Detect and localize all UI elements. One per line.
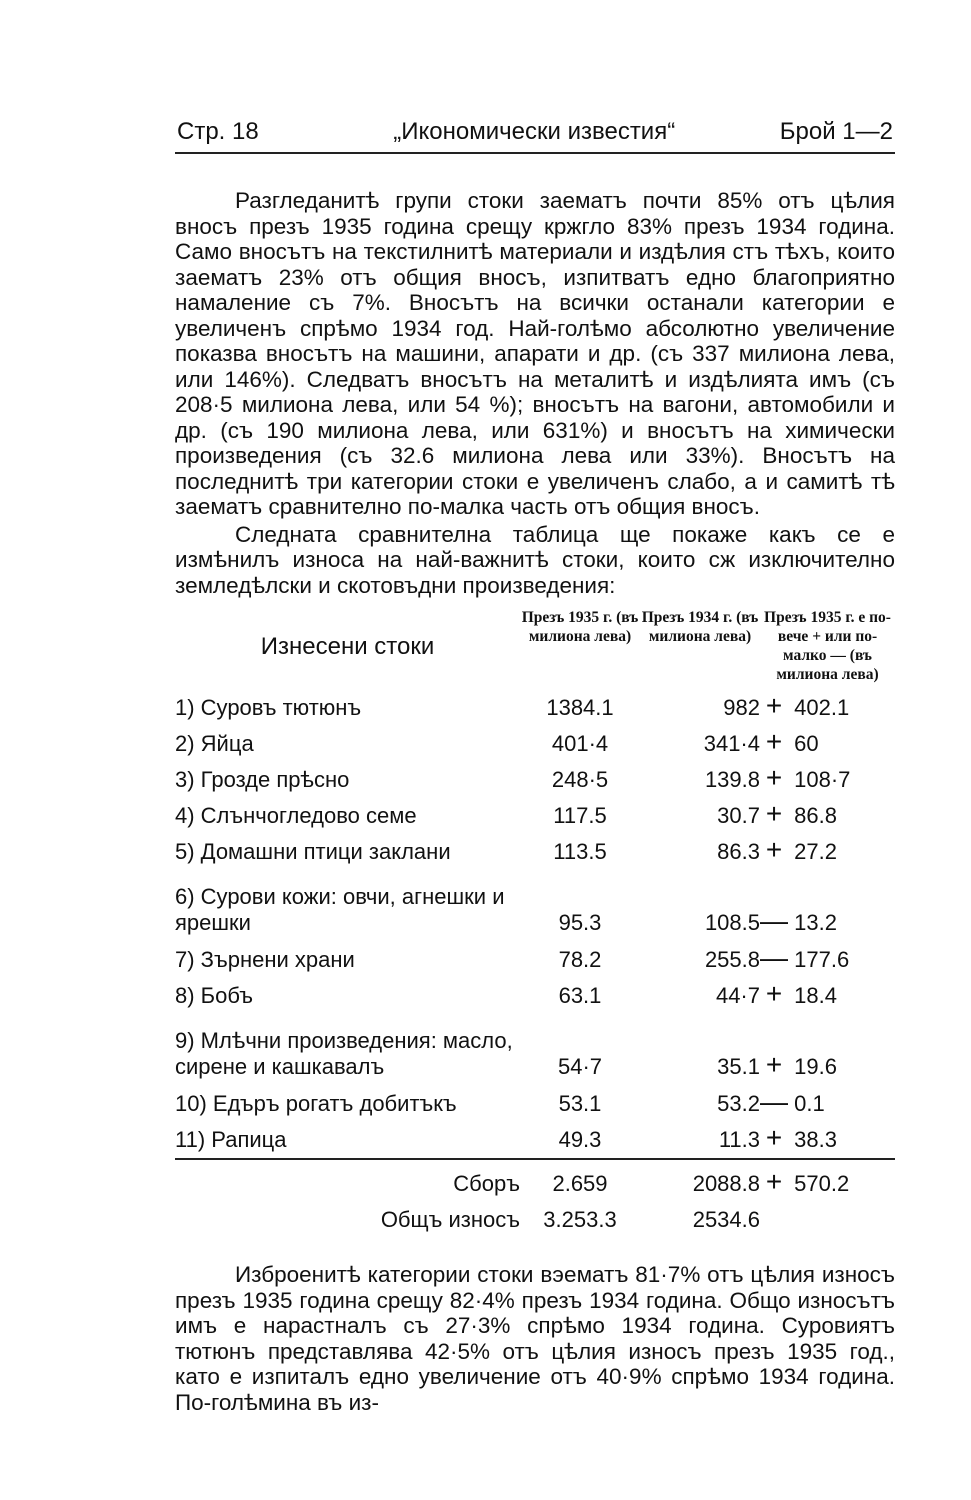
row-sign: — — [760, 942, 788, 973]
row-difference — [760, 726, 895, 762]
row-difference — [760, 870, 895, 942]
sum-1935: 2.659 — [552, 1171, 608, 1196]
row-value-1935: 78.2 — [558, 947, 602, 972]
publication-title: „Икономически известия“ — [393, 118, 676, 145]
header-1935: Презъ 1935 г. (въ милиона лева) — [521, 609, 639, 645]
row-goods-name: 8) Бобъ — [175, 983, 253, 1008]
header-goods: Изнесени стоки — [260, 632, 435, 660]
row-difference — [760, 1122, 895, 1159]
sum-1934: 2088.8 — [692, 1171, 760, 1196]
row-difference — [760, 1014, 895, 1086]
sum-difference — [760, 1159, 895, 1202]
total-1934: 2534.6 — [692, 1207, 760, 1232]
row-goods-name: 5) Домашни птици заклани — [175, 839, 451, 864]
row-difference — [760, 834, 895, 870]
row-value-1934: 139.8 — [704, 767, 760, 792]
sum-sign: + — [765, 1166, 783, 1197]
row-sign: — — [760, 905, 788, 936]
row-diff-value: 27.2 — [794, 839, 837, 864]
row-value-1934: 53.2 — [717, 1091, 760, 1116]
row-diff-value: 19.6 — [794, 1054, 837, 1079]
row-difference — [760, 762, 895, 798]
row-difference — [760, 690, 895, 726]
row-diff-value: 0.1 — [794, 1091, 825, 1116]
row-value-1935: 54·7 — [557, 1054, 603, 1079]
row-goods-name: 6) Сурови кожи: овчи, агнешки и ярешки — [175, 884, 505, 935]
table-row — [175, 942, 895, 978]
row-value-1935: 401·4 — [551, 731, 609, 756]
row-goods-name: 1) Суровъ тютюнъ — [175, 695, 362, 720]
row-value-1935: 248·5 — [551, 767, 609, 792]
row-value-1935: 1384.1 — [546, 695, 614, 720]
paragraph-imports: Разгледанитѣ групи стоки заематъ почти 85% отъ цѣлия вносъ презъ 1935 година срещу кржгло 83% презъ 1934 година. Само вносътъ на текстилнитѣ материали и издѣлия стъ тѣхъ, които заематъ 23% отъ общия вносъ, изпитватъ едно благоприятно намаление съ 7%. Вносътъ на всички останали категории е увеличенъ спрѣмо 1934 год. Най-голѣмо абсолютно увеличение показва вносътъ на машини, апарати и др. (съ 337 милиона лева, или 146%). Следватъ вносътъ на металитѣ и издѣлията имъ (съ 208·5 милиона лева, или 54 %); вносътъ на вагони, автомобили и др. (съ 190 милиона лева, или 631%) и вносътъ на химически произведения (съ 32.6 милиона лева или 33%). Вносътъ на последнитѣ три категории стоки е увеличенъ слабо, а и самитѣ тѣ заематъ сравнително по-малка часть отъ общия вносъ. — [175, 188, 895, 519]
row-diff-value: 38.3 — [794, 1127, 837, 1152]
row-goods-name: 9) Млѣчни произведения: масло, сирене и кашкавалъ — [175, 1028, 513, 1079]
exports-table — [175, 608, 895, 1238]
row-sign: + — [765, 834, 783, 865]
table-row — [175, 1122, 895, 1159]
table-row — [175, 1086, 895, 1122]
page — [175, 118, 895, 1415]
header-1934: Презъ 1934 г. (въ милиона лева) — [641, 609, 759, 645]
row-sign: + — [765, 1049, 783, 1080]
table-row — [175, 870, 895, 942]
row-value-1935: 53.1 — [558, 1091, 602, 1116]
row-sign: + — [765, 1122, 783, 1153]
page-header — [175, 118, 895, 154]
table-row — [175, 1014, 895, 1086]
table-row — [175, 834, 895, 870]
table-row — [175, 798, 895, 834]
row-sign: — — [760, 1086, 788, 1117]
table-row — [175, 726, 895, 762]
row-difference — [760, 798, 895, 834]
row-goods-name: 11) Рапица — [175, 1122, 520, 1159]
row-diff-value: 177.6 — [794, 947, 850, 972]
row-diff-value: 86.8 — [794, 803, 837, 828]
row-diff-value: 108·7 — [794, 767, 851, 792]
row-difference — [760, 942, 895, 978]
row-value-1934: 86.3 — [717, 839, 760, 864]
row-value-1934: 30.7 — [717, 803, 760, 828]
row-value-1934: 11.3 — [640, 1122, 760, 1159]
row-sign: + — [765, 798, 783, 829]
paragraph-table-intro: Следната сравнителна таблица ще покаже какъ се е измѣнилъ износа на най-важнитѣ стоки, които сж изключително земледѣлски и скотовъдни произведения: — [175, 521, 895, 598]
row-value-1935: 63.1 — [558, 983, 602, 1008]
row-goods-name: 3) Грозде прѣсно — [175, 767, 350, 792]
table-header-row — [175, 608, 895, 690]
row-diff-value: 60 — [794, 731, 819, 756]
row-value-1935: 49.3 — [520, 1122, 640, 1159]
row-sign: + — [765, 978, 783, 1009]
table-row — [175, 978, 895, 1014]
total-row — [175, 1202, 895, 1238]
row-diff-value: 18.4 — [794, 983, 837, 1008]
row-goods-name: 4) Слънчогледово семе — [175, 803, 417, 828]
row-goods-name: 7) Зърнени храни — [175, 947, 355, 972]
table-row — [175, 690, 895, 726]
row-difference — [760, 1086, 895, 1122]
row-value-1934: 982 — [723, 695, 760, 720]
row-value-1934: 341·4 — [703, 731, 760, 756]
row-value-1934: 108.5 — [704, 910, 760, 935]
paragraph-summary: Изброенитѣ категории стоки вэематъ 81·7% отъ цѣлия износъ презъ 1935 година срещу 82·4% презъ 1934 година. Общо износътъ имъ е нарастналъ съ 27·3% спрѣмо 1934 година. Суровиятъ тютюнъ представлява 42·5% отъ цѣлия износъ презъ 1935 год., като е изпиталъ едно увеличение отъ 40·9% спрѣмо 1934 година. По-голѣмина въ из- — [175, 1262, 895, 1415]
row-value-1935: 95.3 — [558, 910, 602, 935]
row-sign: + — [765, 690, 783, 721]
row-value-1935: 113.5 — [553, 839, 607, 864]
sum-label: Сборъ — [453, 1171, 520, 1196]
row-sign: + — [765, 726, 783, 757]
row-goods-name: 2) Яйца — [175, 731, 254, 756]
row-sign: + — [765, 762, 783, 793]
total-label: Общъ износъ — [380, 1207, 520, 1232]
row-value-1934: 255.8 — [704, 947, 760, 972]
row-diff-value: 402.1 — [794, 695, 850, 720]
row-difference — [760, 978, 895, 1014]
row-value-1934: 44·7 — [715, 983, 760, 1008]
header-difference: Презъ 1935 г. е по-вече + или по-малко — (въ милиона лева) — [764, 609, 891, 683]
row-goods-name: 10) Едъръ рогатъ добитъкъ — [175, 1091, 457, 1116]
issue-number: Брой 1—2 — [779, 118, 893, 145]
row-value-1934: 35.1 — [717, 1054, 760, 1079]
total-1935: 3.253.3 — [543, 1207, 617, 1232]
sum-row — [175, 1159, 895, 1202]
sum-diff-value: 570.2 — [794, 1171, 850, 1196]
page-number: Стр. 18 — [177, 118, 259, 145]
row-diff-value: 13.2 — [794, 910, 837, 935]
row-value-1935: 117.5 — [553, 803, 607, 828]
table-row — [175, 762, 895, 798]
